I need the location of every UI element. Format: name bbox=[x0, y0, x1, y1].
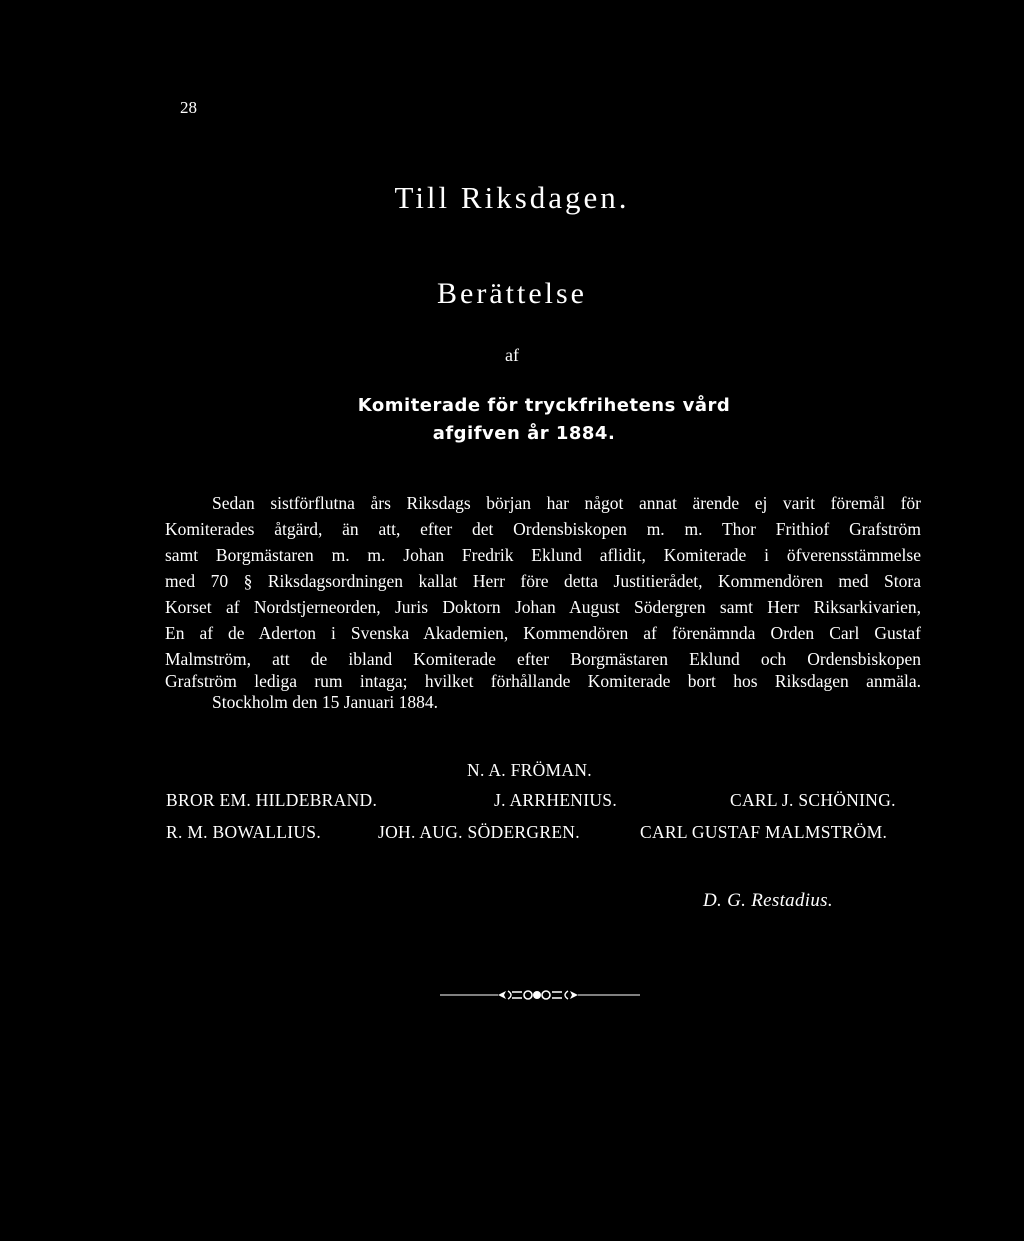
body-line-2: Komiterades åtgärd, än att, efter det Ordensbiskopen m. m. Thor Frithiof Grafström bbox=[165, 519, 921, 539]
body-line-6: En af de Aderton i Svenska Akademien, Kommendören af förenämnda Orden Carl Gustaf bbox=[165, 623, 921, 643]
body-line-4: med 70 § Riksdagsordningen kallat Herr före detta Justitierådet, Kommendören med Stora bbox=[165, 571, 921, 591]
signature-malmstrom: CARL GUSTAF MALMSTRÖM. bbox=[640, 822, 888, 842]
body-line-7: Malmström, att de ibland Komiterade efter Borgmästaren Eklund och Ordensbiskopen bbox=[165, 649, 921, 669]
signature-sodergren: JOH. AUG. SÖDERGREN. bbox=[378, 822, 580, 842]
signature-hildebrand: BROR EM. HILDEBRAND. bbox=[166, 790, 378, 810]
body-line-8: Grafström lediga rum intaga; hvilket förhållande Komiterade bort hos Riksdagen anmäla. bbox=[165, 671, 921, 691]
body-line-1: Sedan sistförflutna års Riksdags början har något annat ärende ej varit föremål för bbox=[212, 493, 921, 513]
connector-word: af bbox=[505, 345, 519, 365]
report-subtitle: Berättelse bbox=[437, 277, 587, 310]
printer-ornament-icon bbox=[440, 988, 640, 1002]
place-date: Stockholm den 15 Januari 1884. bbox=[212, 692, 439, 712]
body-line-5: Korset af Nordstjerneorden, Juris Doktorn Johan August Södergren samt Herr Riksarkivarien, bbox=[165, 597, 921, 617]
signature-schoning: CARL J. SCHÖNING. bbox=[730, 790, 896, 810]
signature-arrhenius: J. ARRHENIUS. bbox=[494, 790, 618, 810]
signature-bowallius: R. M. BOWALLIUS. bbox=[166, 822, 322, 842]
page-number: 28 bbox=[180, 98, 197, 117]
secretary-signature: D. G. Restadius. bbox=[703, 890, 833, 911]
ornament-svg bbox=[440, 988, 640, 1002]
signature-froman: N. A. FRÖMAN. bbox=[467, 760, 592, 780]
committee-heading-line1: Komiterade för tryckfrihetens vård bbox=[357, 395, 731, 416]
page-title: Till Riksdagen. bbox=[394, 180, 630, 215]
body-line-3: samt Borgmästaren m. m. Johan Fredrik Eklund aflidit, Komiterade i öfverensstämmelse bbox=[165, 545, 921, 565]
committee-heading-line2: afgifven år 1884. bbox=[432, 423, 616, 444]
